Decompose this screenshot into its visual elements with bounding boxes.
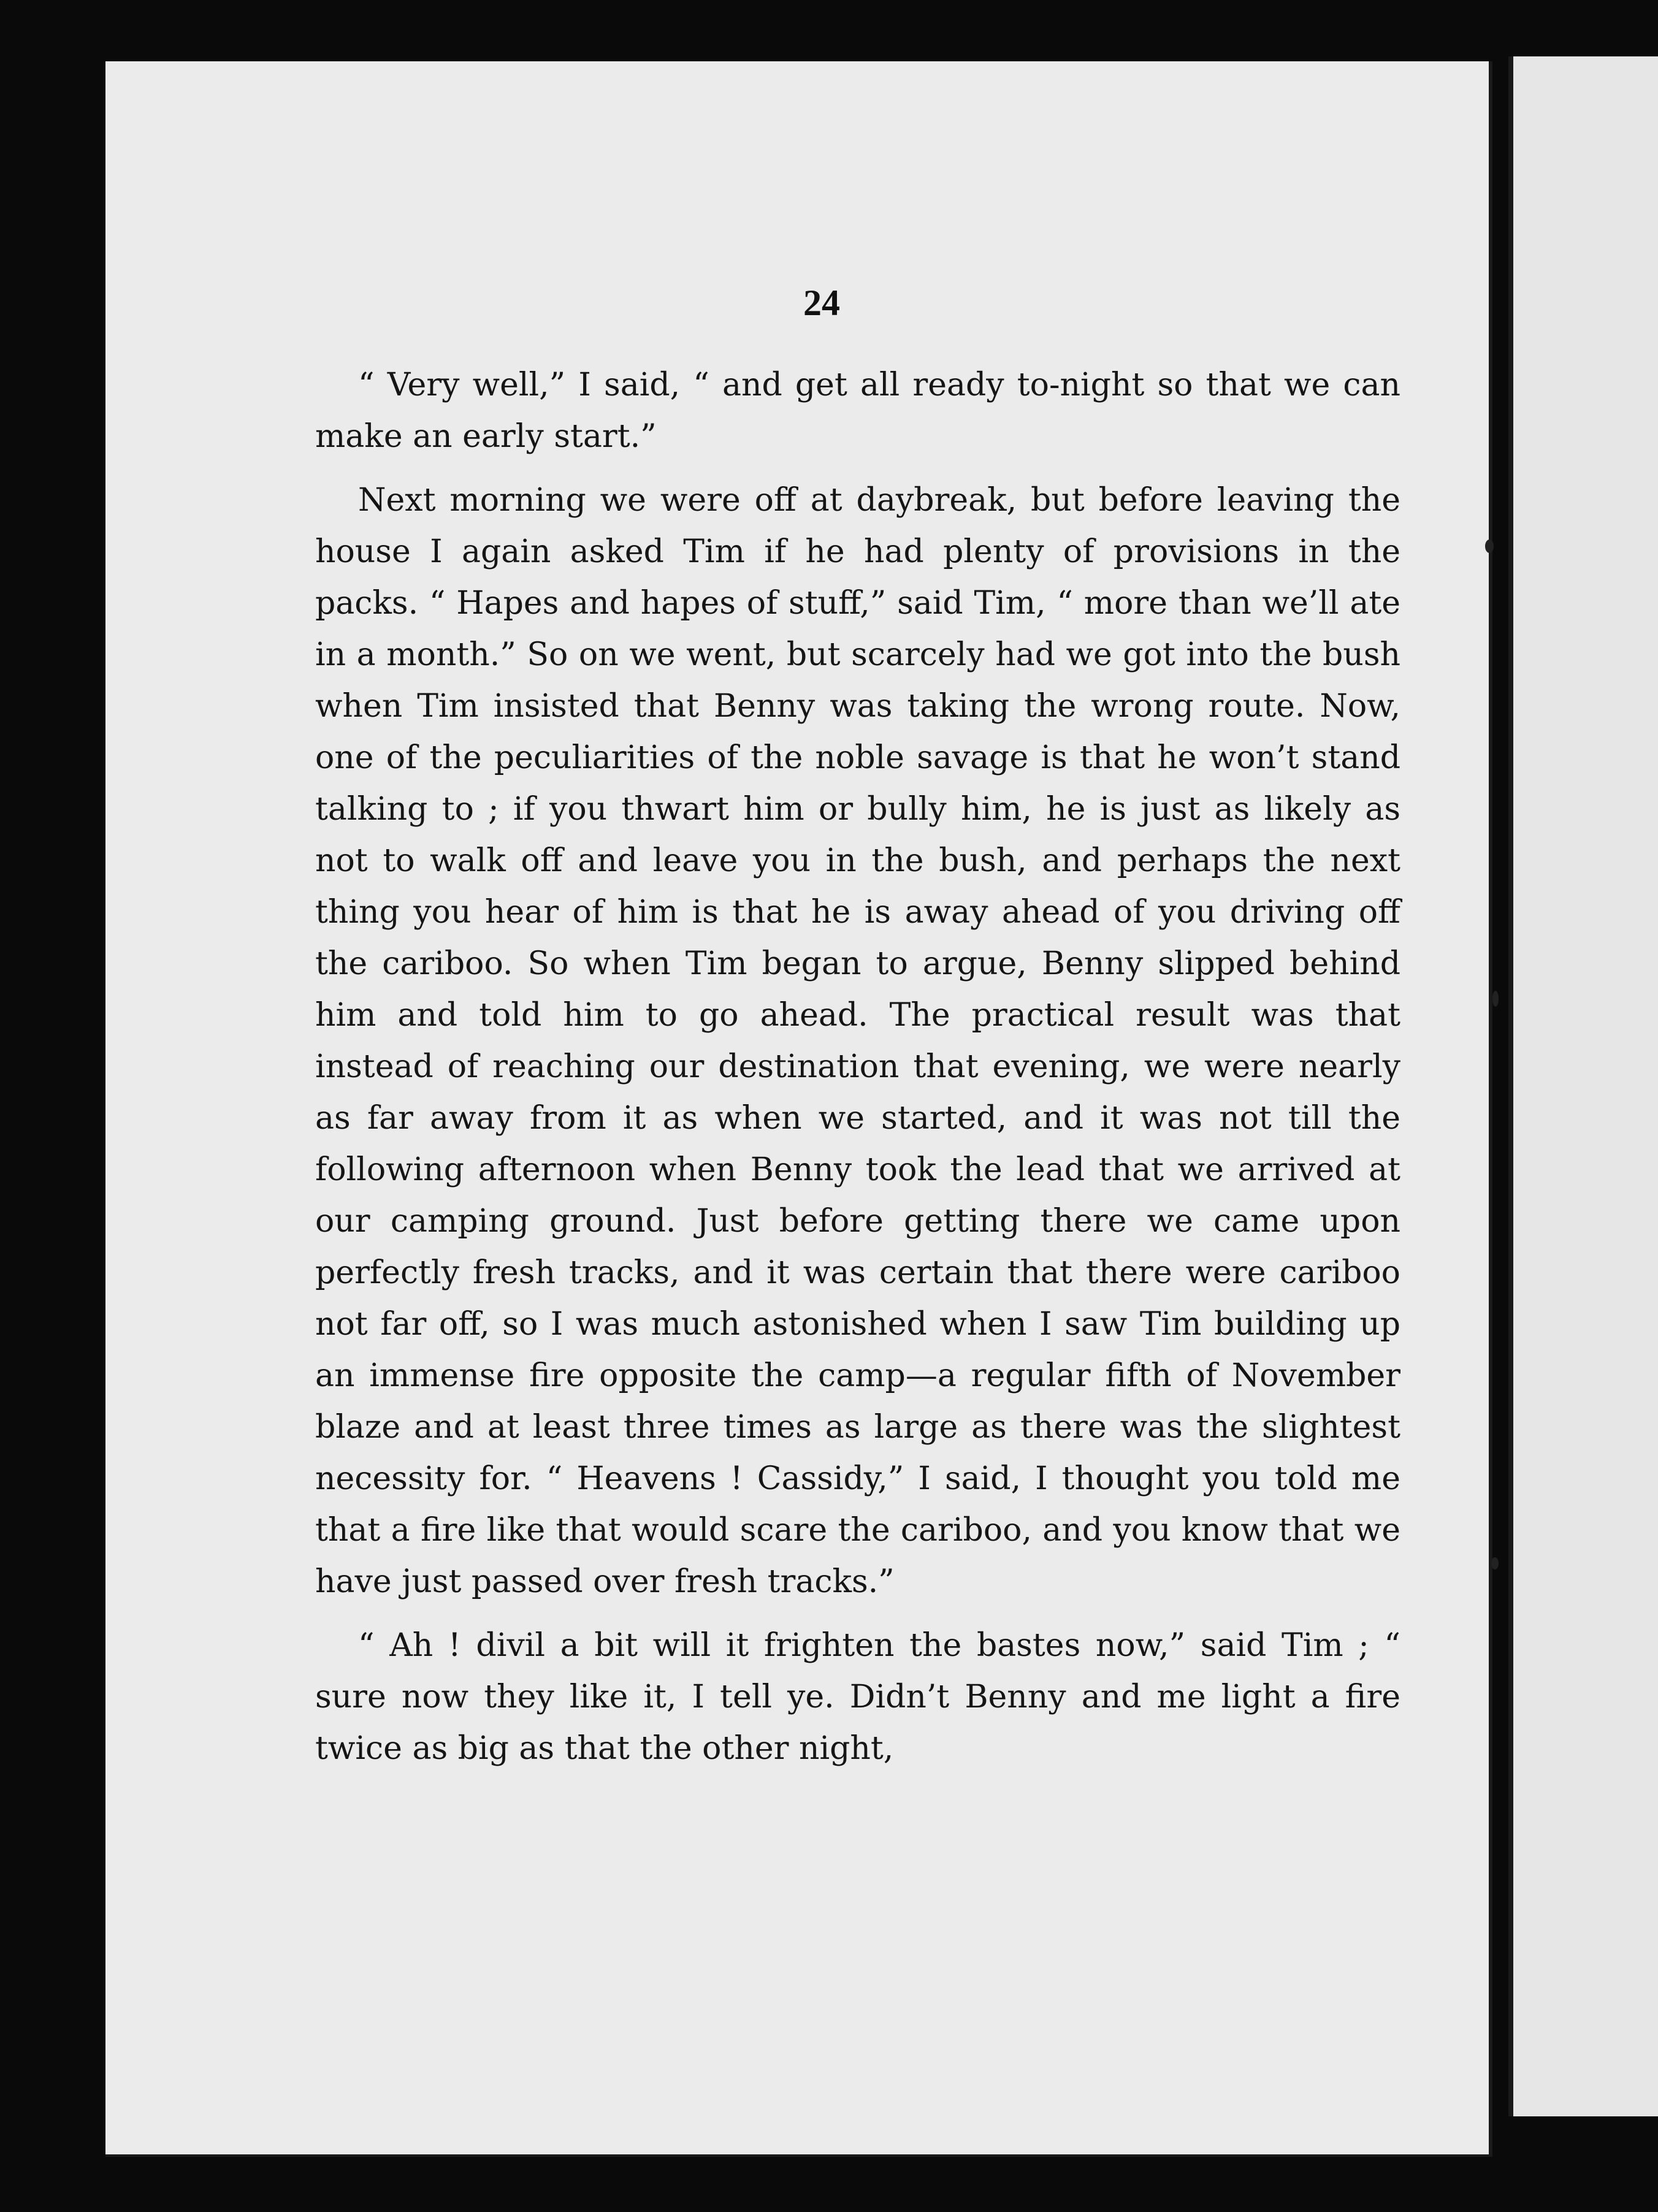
scan-speck — [1491, 1557, 1499, 1569]
paragraph-3: “ Ah ! divil a bit will it frighten the bastes now,” said Tim ; “ sure now they like it, I tell ye. Didn’t Benny and me light a fire twice as big as that the other night, — [315, 1627, 1400, 1767]
book-page — [105, 61, 1492, 2157]
scan-speck — [1485, 540, 1494, 553]
page-number: 24 — [803, 283, 840, 323]
paragraph-2: Next morning we were off at daybreak, but before leaving the house I again asked Tim if he had plenty of provisions in the packs. “ Hapes and hapes of stuff,” said Tim, “ more than we’ll ate in a month.” So on we went, but scarcely had we got into the bush when Tim insisted that Benny was taking the wrong route. Now, one of the peculiarities of the noble savage is that he won’t stand talking to ; if you thwart him or bully him, he is just as likely as not to walk off and leave you in the bush, and perhaps the next thing you hear of him is that he is away ahead of you driving off the cariboo. So when Tim began to argue, Benny slipped behind him and told him to go ahead. The practical result was that instead of reaching our destination that evening, we were nearly as far away from it as when we started, and it was not till the following afternoon when Benny took the lead that we arrived at our camping ground. Just before getting there we came upon perfectly fresh tracks, and it was certain that there were cariboo not far off, so I was much astonished when I saw Tim building up an immense fire opposite the camp—a regular fifth of November blaze and at least three times as large as there was the slightest necessity for. “ Heavens ! Cassidy,” I said, I thought you told me that a fire like that would scare the cariboo, and you know that we have just passed over fresh tracks.” — [315, 482, 1400, 1600]
adjacent-page-edge — [1508, 56, 1658, 2116]
body-text — [315, 359, 1400, 1787]
scan-speck — [1492, 991, 1499, 1007]
paragraph-1: “ Very well,” I said, “ and get all ready to-night so that we can make an early start.” — [315, 367, 1400, 455]
